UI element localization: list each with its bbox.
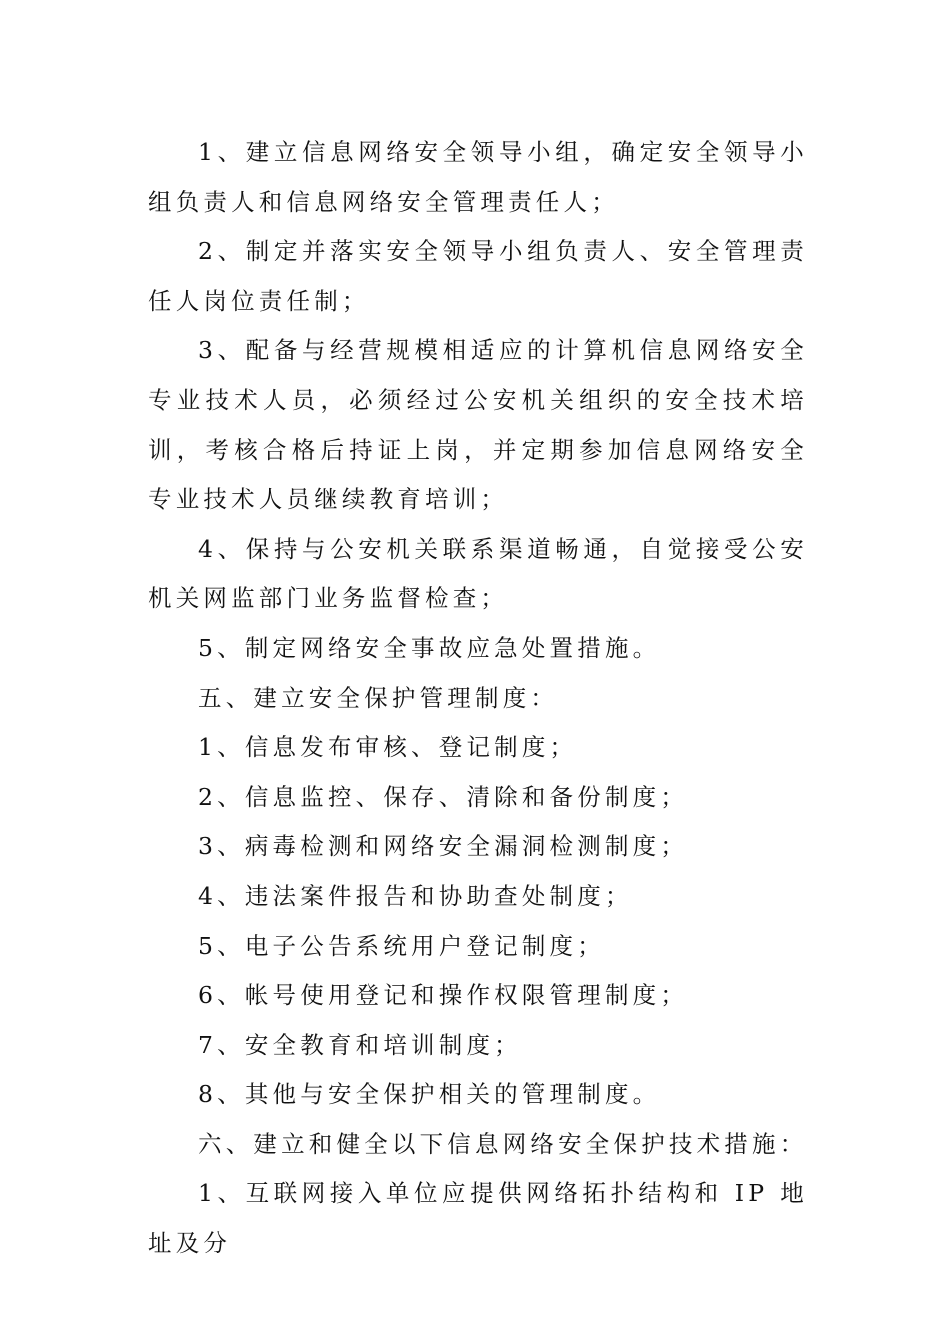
list-item: 3、病毒检测和网络安全漏洞检测制度； — [198, 832, 689, 861]
paragraph-5: 5、制定网络安全事故应急处置措施。 — [198, 633, 661, 662]
section-heading-5: 五、建立安全保护管理制度： — [198, 683, 559, 712]
list-item: 5、电子公告系统用户登记制度； — [198, 931, 605, 960]
section-heading-6: 六、建立和健全以下信息网络安全保护技术措施： — [198, 1129, 808, 1158]
list-item: 2、信息监控、保存、清除和备份制度； — [198, 782, 689, 811]
document-body — [148, 128, 808, 1269]
list-item: 4、违法案件报告和协助查处制度； — [198, 881, 633, 910]
paragraph-2: 2、制定并落实安全领导小组负责人、安全管理责任人岗位责任制； — [148, 237, 808, 315]
paragraph-1: 1、建立信息网络安全领导小组，确定安全领导小组负责人和信息网络安全管理责任人； — [148, 138, 808, 216]
list-item: 1、信息发布审核、登记制度； — [198, 733, 578, 762]
paragraph-3: 3、配备与经营规模相适应的计算机信息网络安全专业技术人员，必须经过公安机关组织的安全技术培训，考核合格后持证上岗，并定期参加信息网络安全专业技术人员继续教育培训； — [148, 336, 808, 514]
list-item: 8、其他与安全保护相关的管理制度。 — [198, 1080, 661, 1109]
list-item: 7、安全教育和培训制度； — [198, 1030, 522, 1059]
paragraph-4: 4、保持与公安机关联系渠道畅通，自觉接受公安机关网监部门业务监督检查； — [148, 534, 808, 613]
list-item: 6、帐号使用登记和操作权限管理制度； — [198, 981, 689, 1010]
paragraph-last: 1、互联网接入单位应提供网络拓扑结构和 IP 地址及分 — [148, 1179, 808, 1258]
